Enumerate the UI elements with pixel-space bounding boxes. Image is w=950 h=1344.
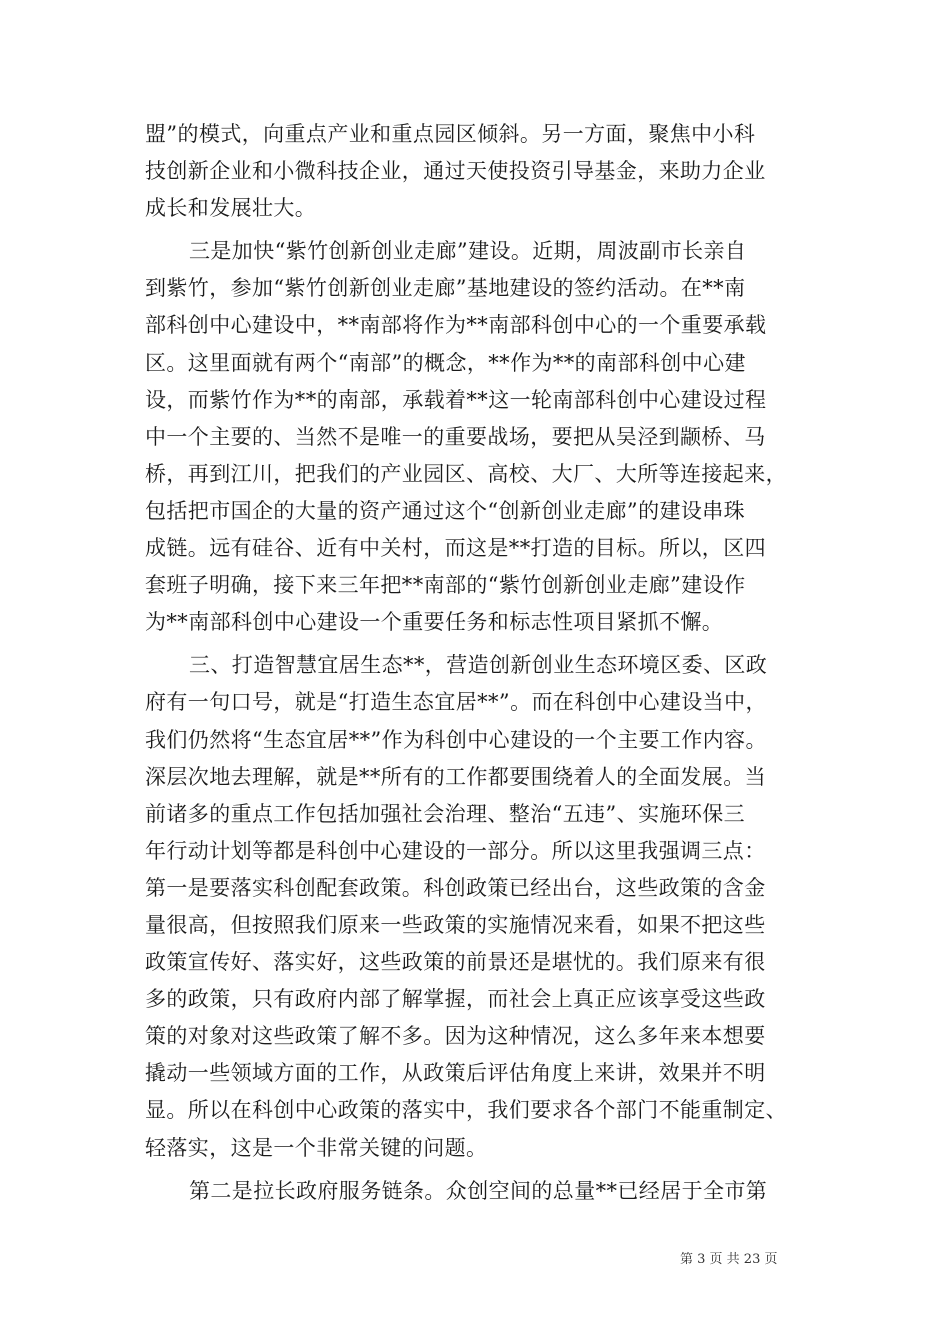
text-line: 第二是拉长政府服务链条。众创空间的总量**已经居于全市第 bbox=[189, 1178, 768, 1203]
paragraph bbox=[145, 233, 805, 641]
text-line: 成链。远有硅谷、近有中关村，而这是**打造的目标。所以，区四 bbox=[145, 536, 766, 561]
text-line: 深层次地去理解，就是**所有的工作都要围绕着人的全面发展。当 bbox=[145, 764, 766, 789]
text-line: 桥，再到江川，把我们的产业园区、高校、大厂、大所等连接起来， bbox=[145, 461, 787, 486]
text-line: 到紫竹，参加“紫竹创新创业走廊”基地建设的签约活动。在**南 bbox=[145, 276, 746, 301]
text-line: 显。所以在科创中心政策的落实中，我们要求各个部门不能重制定、 bbox=[145, 1098, 787, 1123]
text-line: 套班子明确，接下来三年把**南部的“紫竹创新创业走廊”建设作 bbox=[145, 573, 746, 598]
paragraph bbox=[145, 116, 805, 227]
text-line: 技创新企业和小微科技企业，通过天使投资引导基金，来助力企业 bbox=[145, 159, 766, 184]
text-line: 盟”的模式，向重点产业和重点园区倾斜。另一方面，聚焦中小科 bbox=[145, 122, 756, 146]
text-line: 府有一句口号，就是“打造生态宜居**”。而在科创中心建设当中， bbox=[145, 690, 767, 715]
text-line: 量很高，但按照我们原来一些政策的实施情况来看，如果不把这些 bbox=[145, 912, 766, 937]
text-line: 区。这里面就有两个“南部”的概念，**作为**的南部科创中心建 bbox=[145, 350, 746, 375]
text-line: 轻落实，这是一个非常关键的问题。 bbox=[145, 1135, 488, 1160]
text-line: 部科创中心建设中，**南部将作为**南部科创中心的一个重要承载 bbox=[145, 313, 767, 338]
text-line: 三是加快“紫竹创新创业走廊”建设。近期，周波副市长亲自 bbox=[189, 239, 747, 264]
paragraph bbox=[145, 647, 805, 1166]
text-line: 我们仍然将“生态宜居**”作为科创中心建设的一个主要工作内容。 bbox=[145, 727, 767, 752]
text-line: 包括把市国企的大量的资产通过这个“创新创业走廊”的建设串珠 bbox=[145, 498, 746, 523]
paragraph bbox=[145, 1173, 805, 1210]
text-line: 设，而紫竹作为**的南部，承载着**这一轮南部科创中心建设过程 bbox=[145, 387, 767, 412]
page-number-footer: 第 3 页 共 23 页 bbox=[680, 1252, 778, 1267]
text-line: 前诸多的重点工作包括加强社会治理、整治“五违”、实施环保三 bbox=[145, 801, 746, 826]
text-line: 三、打造智慧宜居生态**，营造创新创业生态环境区委、区政 bbox=[189, 653, 768, 678]
text-line: 第一是要落实科创配套政策。科创政策已经出台，这些政策的含金 bbox=[145, 875, 766, 900]
text-line: 年行动计划等都是科创中心建设的一部分。所以这里我强调三点： bbox=[145, 838, 766, 863]
text-line: 中一个主要的、当然不是唯一的重要战场，要把从吴泾到颛桥、马 bbox=[145, 424, 766, 449]
text-line: 政策宣传好、落实好，这些政策的前景还是堪忧的。我们原来有很 bbox=[145, 950, 766, 975]
text-line: 为**南部科创中心建设一个重要任务和标志性项目紧抓不懈。 bbox=[145, 610, 724, 635]
text-line: 多的政策，只有政府内部了解掌握，而社会上真正应该享受这些政 bbox=[145, 987, 766, 1012]
text-line: 成长和发展壮大。 bbox=[145, 196, 317, 221]
document-body bbox=[145, 116, 805, 1210]
text-line: 策的对象对这些政策了解不多。因为这种情况，这么多年来本想要 bbox=[145, 1024, 766, 1049]
text-line: 撬动一些领域方面的工作，从政策后评估角度上来讲，效果并不明 bbox=[145, 1061, 766, 1086]
